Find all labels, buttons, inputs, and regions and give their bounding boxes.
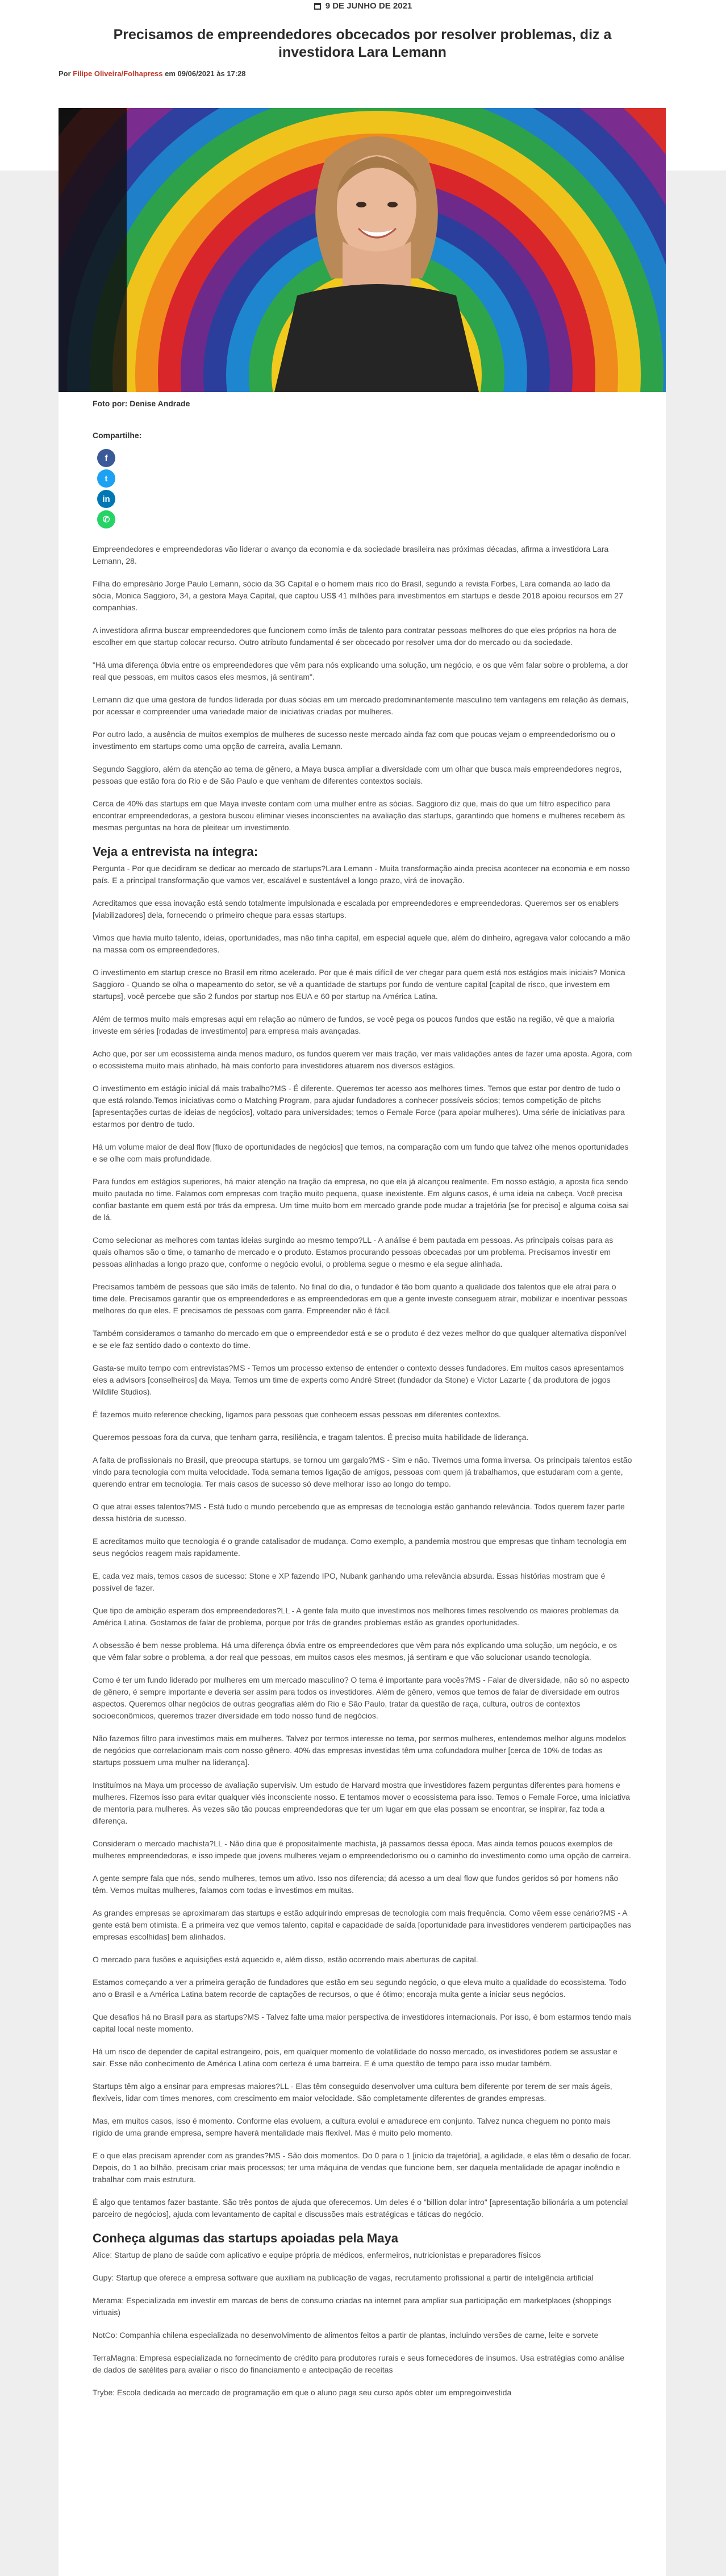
paragraph: Não fazemos filtro para investimos mais em mulheres. Talvez por termos interesse no tema, por sermos mulheres, entendemos melhor alguns modelos de negócios que correlacionam mais com nosso gênero. 40% das empresas investidas têm uma cofundadora mulher [cerca de 10% de todas as startups possuem uma mulher na liderança]. bbox=[93, 1734, 626, 1767]
paragraph: Por outro lado, a ausência de muitos exemplos de mulheres de sucesso neste mercado ainda faz com que poucas vejam o empreendedorismo ou o investimento em startups como uma opção de carreira, avalia Lemann. bbox=[93, 730, 615, 751]
interview-section bbox=[93, 863, 632, 2220]
paragraph: Há um volume maior de deal flow [fluxo de oportunidades de negócios] que temos, na comparação com um fundo que talvez olhe menos oportunidades e se olhe com mais profundidade. bbox=[93, 1142, 629, 1163]
byline-author[interactable]: Filipe Oliveira/Folhapress bbox=[73, 69, 163, 78]
paragraph: Startups têm algo a ensinar para empresas maiores?LL - Elas têm conseguido desenvolver uma cultura bem diferente por terem de ser mais ágeis, flexíveis, lidar com times menores, com crescimento em maior velocidade. São completamente diferentes de grandes empresas. bbox=[93, 2082, 612, 2103]
paragraph: As grandes empresas se aproximaram das startups e estão adquirindo empresas de tecnologia com mais frequência. Como vêem esse cenário?MS - A gente está bem otimista. É a primeira vez que vemos talento, capital e capacidade de saída [oportunidade para investidores venderem participações nas empresas escolhidas] bem alinhados. bbox=[93, 1908, 631, 1941]
paragraph: Como selecionar as melhores com tantas ideias surgindo ao mesmo tempo?LL - A análise é bem pautada em pessoas. As principais coisas para as quais olhamos são o time, o tamanho de mercado e o produto. Estamos procurando pessoas obcecadas por um problema. Precisamos investir em pessoas alinhadas a longo prazo que, conforme o negócio evolui, o problema segue o mesmo e ela segue alinhada. bbox=[93, 1235, 614, 1268]
photo-caption: Foto por: Denise Andrade bbox=[93, 399, 190, 408]
paragraph: Que tipo de ambição esperam dos empreendedores?LL - A gente fala muito que investimos nos melhores times resolvendo os maiores problemas da América Latina. Gostamos de falar de problema, porque por trás de grandes problemas estão as grandes oportunidades. bbox=[93, 1606, 619, 1627]
paragraph: Também consideramos o tamanho do mercado em que o empreendedor está e se o produto é dez vezes melhor do que qualquer alternativa disponível e se ele faz sentido dado o contexto do time. bbox=[93, 1329, 627, 1350]
paragraph: E, cada vez mais, temos casos de sucesso: Stone e XP fazendo IPO, Nubank ganhando uma relevância absurda. Essas histórias mostram que é possível de fazer. bbox=[93, 1571, 606, 1592]
paragraph: Segundo Saggioro, além da atenção ao tema de gênero, a Maya busca ampliar a diversidade com um olhar que busca mais empreendedores negros, pessoas que estão fora do Rio e de São Paulo e que venham de diferentes contextos sociais. bbox=[93, 764, 622, 785]
startups-heading: Conheça algumas das startups apoiadas pela Maya bbox=[93, 2231, 398, 2245]
paragraph: Lemann diz que uma gestora de fundos liderada por duas sócias em um mercado predominantemente masculino tem vantagens em relação às demais, por acessar e compreender uma variedade maior de iniciativas criadas por mulheres. bbox=[93, 695, 629, 716]
paragraph: Vimos que havia muito talento, ideias, oportunidades, mas não tinha capital, em especial aquele que, além do dinheiro, agregava valor colocando a mão na massa com os empreendedores. bbox=[93, 933, 631, 954]
paragraph: Gasta-se muito tempo com entrevistas?MS - Temos um processo extenso de entender o contexto desses fundadores. Em muitos casos apresentamos eles a advisors [conselheiros] da Maya. Temos um time de experts como André Street (fundador da Stone) e Victor Lazarte ( da produtora de jogos Wildlife Studios). bbox=[93, 1363, 624, 1396]
intro-section bbox=[93, 543, 632, 834]
paragraph: Trybe: Escola dedicada ao mercado de programação em que o aluno paga seu curso após obter um empregoinvestida bbox=[93, 2388, 512, 2397]
paragraph: A investidora afirma buscar empreendedores que funcionem como ímãs de talento para contratar pessoas melhores do que eles próprios na hora de escolher em que startup colocar recurso. Outro atributo fundamental é ser obcecado por resolver uma dor do mercado ou da sociedade. bbox=[93, 626, 617, 647]
hero-photo-art bbox=[59, 108, 666, 392]
paragraph: E acreditamos muito que tecnologia é o grande catalisador de mudança. Como exemplo, a pandemia mostrou que empresas que tinham tecnologia em seus negócios reagem mais rapidamente. bbox=[93, 1537, 627, 1558]
paragraph: Para fundos em estágios superiores, há maior atenção na tração da empresa, no que ela já alcançou realmente. Em nosso estágio, a aposta fica sendo muito pautada no time. Falamos com empresas com tração muito pequena, quase inexistente. Em alguns casos, é uma ideia na cabeça. Você precisa confiar bastante em quem está por trás da empresa. Um time muito bom em mercado grande pode mudar a trajetória [se for preciso] e alguma coisa sai de lá. bbox=[93, 1177, 629, 1222]
paragraph: Merama: Especializada em investir em marcas de bens de consumo criadas na internet para ampliar sua participação em marketplaces (shoppings virtuais) bbox=[93, 2296, 612, 2317]
paragraph: Cerca de 40% das startups em que Maya investe contam com uma mulher entre as sócias. Saggioro diz que, mais do que um filtro específico para encontrar empreendedoras, a gestora buscou eliminar vieses inconscientes na avaliação das startups, garantindo que homens e mulheres recebem às mesmas perguntas na hora de pleitear um investimento. bbox=[93, 799, 625, 832]
paragraph: Queremos pessoas fora da curva, que tenham garra, resiliência, e tragam talentos. É preciso muita habilidade de liderança. bbox=[93, 1433, 529, 1442]
article-body bbox=[93, 543, 632, 2409]
paragraph: NotCo: Companhia chilena especializada no desenvolvimento de alimentos feitos a partir de plantas, incluindo versões de carne, leite e sorvete bbox=[93, 2331, 599, 2340]
calendar-icon bbox=[314, 3, 321, 10]
startups-section bbox=[93, 2249, 632, 2399]
paragraph: Acho que, por ser um ecossistema ainda menos maduro, os fundos querem ver mais tração, ver mais validações antes de fazer uma aposta. Agora, com o ecossistema muito mais atinhado, há mais conforto para investidores atuarem nos diversos estágios. bbox=[93, 1049, 632, 1070]
paragraph: É fazemos muito reference checking, ligamos para pessoas que conhecem essas pessoas em diferentes contextos. bbox=[93, 1410, 502, 1419]
share-facebook-button[interactable] bbox=[97, 449, 115, 467]
paragraph: Mas, em muitos casos, isso é momento. Conforme elas evoluem, a cultura evolui e amadurece em conjunto. Talvez nunca cheguem no ponto mais rígido de uma grande empresa, sempre haverá mentalidade mais flexível. Mas é muito pelo momento. bbox=[93, 2116, 611, 2137]
paragraph: O investimento em estágio inicial dá mais trabalho?MS - É diferente. Queremos ter acesso aos melhores times. Temos que estar por dentro de tudo o que está rolando.Temos iniciativas como o Matching Program, para ajudar fundadores a conhecer possíveis sócios; temos competição de pitchs [apresentações curtas de ideias de negócios], voltado para universidades; temos o Female Force (para apoiar mulheres). Uma série de iniciativas para estarmos por dentro de tudo. bbox=[93, 1084, 625, 1129]
paragraph: O mercado para fusões e aquisições está aquecido e, além disso, estão ocorrendo mais aberturas de capital. bbox=[93, 1955, 478, 1964]
share-linkedin-button[interactable] bbox=[97, 490, 115, 508]
paragraph: Que desafios há no Brasil para as startups?MS - Talvez falte uma maior perspectiva de investidores internacionais. Por isso, é bom estarmos tendo mais capital local neste momento. bbox=[93, 2012, 632, 2033]
paragraph: Pergunta - Por que decidiram se dedicar ao mercado de startups?Lara Lemann - Muita transformação ainda precisa acontecer na economia e em nosso país. E a principal transformação que vamos ver, escalável e sustentável a longo prazo, virá de inovação. bbox=[93, 864, 630, 885]
paragraph: Precisamos também de pessoas que são ímãs de talento. No final do dia, o fundador é tão bom quanto a qualidade dos talentos que ele atrai para o time dele. Precisamos garantir que os empreendedores e as empreendedoras em que a gente investe conseguem atrair, mobilizar e incentivar pessoas melhores do que eles. E precisamos de pessoas com garra. Empreender não é fácil. bbox=[93, 1282, 627, 1315]
paragraph: Há um risco de depender de capital estrangeiro, pois, em qualquer momento de volatilidade do nosso mercado, os investidores podem se assustar e sair. Esse não conhecimento de América Latina com certeza é uma barreira. E é uma questão de tempo para isso mudar também. bbox=[93, 2047, 617, 2068]
paragraph: Gupy: Startup que oferece a empresa software que auxiliam na publicação de vagas, recrutamento profissional a partir de inteligência artificial bbox=[93, 2273, 594, 2282]
twitter-icon: t bbox=[105, 473, 108, 484]
facebook-icon: f bbox=[105, 453, 108, 463]
paragraph: Consideram o mercado machista?LL - Não diria que é propositalmente machista, já passamos dessa época. Mas ainda temos poucos exemplos de mulheres empreendedoras, e isso impede que jovens mulheres vejam o empreendedorismo ou o caminho do investimento como uma opção de carreira. bbox=[93, 1839, 631, 1860]
paragraph: Alice: Startup de plano de saúde com aplicativo e equipe própria de médicos, enfermeiros, nutricionistas e preparadores físicos bbox=[93, 2250, 541, 2259]
paragraph: É algo que tentamos fazer bastante. São três pontos de ajuda que oferecemos. Um deles é o "billion dolar intro" [apresentação bilionária a um potencial parceiro de negócios], ajuda com levantamento de capital e discussões mais estratégicas e táticas do negócio. bbox=[93, 2198, 628, 2219]
paragraph: Filha do empresário Jorge Paulo Lemann, sócio da 3G Capital e o homem mais rico do Brasil, segundo a revista Forbes, Lara comanda ao lado da sócia, Monica Saggioro, 34, a gestora Maya Capital, que captou US$ 41 milhões para investimentos em startups e desde 2018 apoiou recursos em 27 companhias. bbox=[93, 579, 623, 612]
article-title: Precisamos de empreendedores obcecados por resolver problemas, diz a investidora Lara Lemann bbox=[113, 27, 612, 60]
paragraph: Empreendedores e empreendedoras vão liderar o avanço da economia e da sociedade brasileira nas próximas décadas, afirma a investidora Lara Lemann, 28. bbox=[93, 544, 609, 565]
share-twitter-button[interactable] bbox=[97, 469, 115, 488]
date-header bbox=[0, 0, 726, 13]
byline: Por Filipe Oliveira/Folhapress em 09/06/2021 às 17:28 bbox=[59, 69, 246, 78]
share-label: Compartilhe: bbox=[93, 431, 142, 440]
paragraph: Acreditamos que essa inovação está sendo totalmente impulsionada e escalada por empreendedores e empreendedoras. Queremos ser os enablers [viabilizadores] dela, fornecendo o primeiro cheque para essas startups. bbox=[93, 898, 619, 919]
paragraph: A falta de profissionais no Brasil, que preocupa startups, se tornou um gargalo?MS - Sim e não. Tivemos uma forma inversa. Os principais talentos estão vindo para tecnologia com muita velocidade. Toda semana temos ligação de amigos, pessoas com quem já trabalhamos, que estudaram com a gente, querendo entrar em tecnologia. Ter mais casos de sucesso só deve melhorar isso ao longo do tempo. bbox=[93, 1455, 632, 1488]
paragraph: Além de termos muito mais empresas aqui em relação ao número de fundos, se você pega os poucos fundos que estão na região, vê que a maioria investe em séries [rodadas de investimento] para empresa mais avançadas. bbox=[93, 1014, 615, 1035]
paragraph: O que atrai esses talentos?MS - Está tudo o mundo percebendo que as empresas de tecnologia estão ganhando relevância. Todos querem fazer parte dessa história de sucesso. bbox=[93, 1502, 625, 1523]
paragraph: Estamos começando a ver a primeira geração de fundadores que estão em seu segundo negócio, o que eleva muito a qualidade do ecossistema. Todo ano o Brasil e a América Latina batem recorde de captações de recursos, o que é ótimo; encoraja muita gente a iniciar seus negócios. bbox=[93, 1978, 627, 1999]
paragraph: Como é ter um fundo liderado por mulheres em um mercado masculino? O tema é importante para vocês?MS - Falar de diversidade, não só no aspecto de gênero, é sempre importante e deveria ser assim para todos os investidores. Além de gênero, vemos que temos de falar de diversidade em outros aspectos. Queremos olhar negócios de outras geografias além do Rio e São Paulo, tratar da questão de raça, cultura, outros de contextos socioeconômicos, queremos trazer diversidade em todo nosso fund de negócios. bbox=[93, 1675, 629, 1720]
whatsapp-icon: ✆ bbox=[102, 515, 110, 525]
share-whatsapp-button[interactable] bbox=[97, 510, 115, 528]
date-text: 9 DE JUNHO DE 2021 bbox=[325, 1, 412, 11]
paragraph: A obsessão é bem nesse problema. Há uma diferença óbvia entre os empreendedores que vêm para nós explicando uma solução, um negócio, e os que vêm falar sobre o problema, a dor real que pessoas, em muitos casos eles mesmos, já sentiram e que vão solucionar usando tecnologia. bbox=[93, 1641, 617, 1662]
paragraph: "Há uma diferença óbvia entre os empreendedores que vêm para nós explicando uma solução, um negócio, e os que vêm falar sobre o problema, a dor real que pessoas, em muitos casos eles mesmos, já sentiram". bbox=[93, 660, 628, 681]
interview-heading: Veja a entrevista na íntegra: bbox=[93, 844, 258, 859]
paragraph: O investimento em startup cresce no Brasil em ritmo acelerado. Por que é mais difícil de ver chegar para quem está nos estágios mais iniciais? Monica Saggioro - Quando se olha o mapeamento do setor, se vê a quantidade de startups por fundo de venture capital [capital de risco, que investem em startups], você percebe que são 2 fundos por startup nos EUA e 60 por startup na América Latina. bbox=[93, 968, 625, 1001]
paragraph: A gente sempre fala que nós, sendo mulheres, temos um ativo. Isso nos diferencia; dá acesso a um deal flow que fundos geridos só por homens não têm. Vemos muitas mulheres, falamos com todas e investimos em muitas. bbox=[93, 1874, 619, 1895]
paragraph: Instituímos na Maya um processo de avaliação supervisiv. Um estudo de Harvard mostra que investidores fazem perguntas diferentes para homens e mulheres. Fizemos isso para evitar qualquer viés inconsciente nosso. E tentamos mover o ecossistema para isso. Temos o Female Force, uma iniciativa de mentoria para mulheres. Às vezes são tão poucas empreendedoras que ter um lugar em que elas possam se encontrar, se inspirar, faz toda a diferença. bbox=[93, 1780, 630, 1825]
paragraph: E o que elas precisam aprender com as grandes?MS - São dois momentos. Do 0 para o 1 [início da trajetória], a agilidade, e elas têm o desafio de focar. Depois, do 1 ao bilhão, precisam criar mais processos; ter uma máquina de vendas que funcione bem, ser daquela mentalidade de apagar incêndio e trabalhar com mais estrutura. bbox=[93, 2151, 631, 2184]
paragraph: TerraMagna: Empresa especializada no fornecimento de crédito para produtores rurais e seus fornecedores de insumos. Usa estratégias como análise de dados de satélites para avaliar o risco do financiamento e antecipação de receitas bbox=[93, 2353, 625, 2374]
linkedin-icon: in bbox=[102, 494, 110, 504]
hero-photo bbox=[59, 108, 666, 392]
